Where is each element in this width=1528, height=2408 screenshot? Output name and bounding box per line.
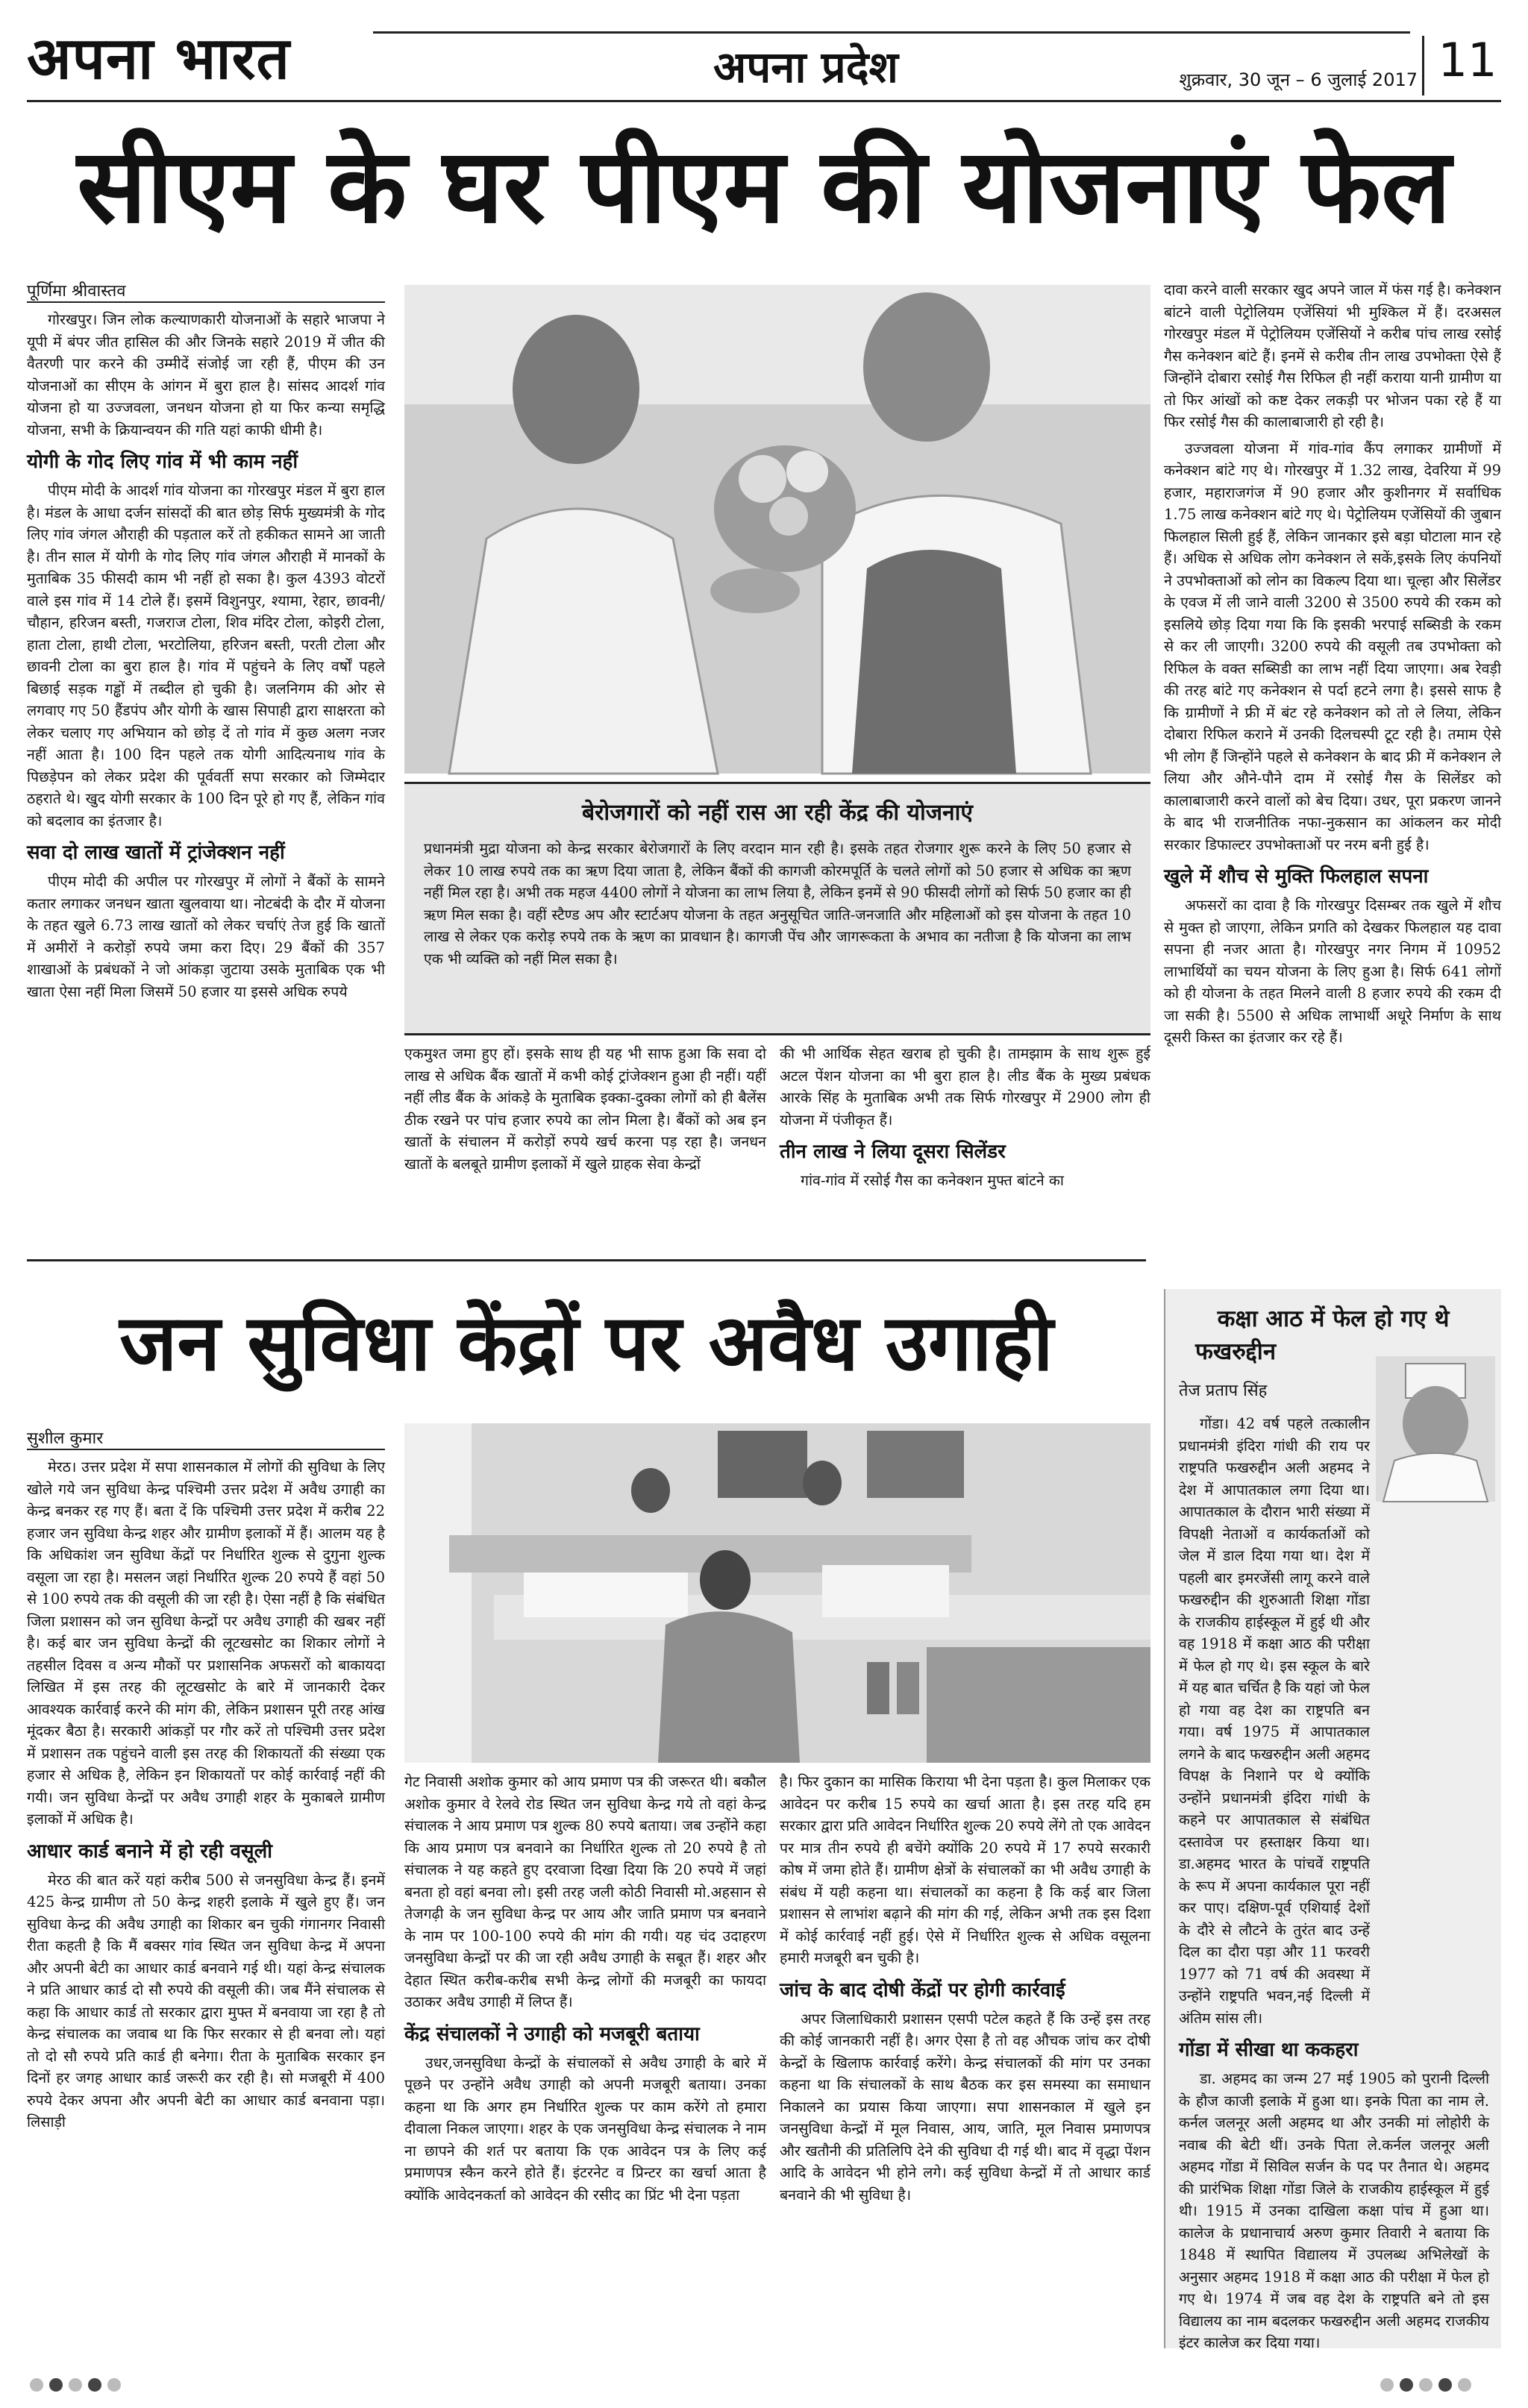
story2-column-1 [27,1456,385,2344]
story2-headline: जन सुविधा केंद्रों पर अवैध उगाही [119,1297,1053,1388]
sidebar-para-1: गोंडा। 42 वर्ष पहले तत्कालीन प्रधानमंत्री इंदिरा गांधी की राय पर राष्ट्रपति फखरुद्दीन अली अहमद ने देश में आपातकाल लगा दिया था। आपातकाल के दौरान भारी संख्या में विपक्षी नेताओं व कार्यकर्ताओं को जेल में डाल दिया गया था। देश में पहली बार इमरजेंसी लागू करने वाले फखरुद्दीन की शुरुआती शिक्षा गोंडा के राजकीय हाईस्कूल में हुई थी और वह 1918 में कक्षा आठ की परीक्षा में फेल हो गए थे। इस स्कूल के बारे में यह बात चर्चित है कि यहां जो फेल हो गया वह देश का राष्ट्रपति बन गया। वर्ष 1975 में आपातकाल लगने के बाद फखरुद्दीन अली अहमद विपक्ष के निशाने पर थे क्योंकि उन्होंने प्रधानमंत्री इंदिरा गांधी के कहने पर आपातकाल से संबंधित दस्तावेज पर हस्ताक्षर किया था। डा.अहमद भारत के पांचवें राष्ट्रपति के रूप में अपना कार्यकाल पूरा नहीं कर पाए। दक्षिण-पूर्व एशियाई देशों के दौरे से लौटने के तुरंत बाद उन्हें दिल का दौरा पड़ा और 11 फरवरी 1977 को 71 वर्ष की अवस्था में उन्होंने राष्ट्रपति भवन,नई दिल्ली में अंतिम सांस ली। [1179,1415,1371,2027]
photo-illustration [404,285,1150,774]
story2-col1b-para: मेरठ की बात करें यहां करीब 500 से जनसुविधा केन्द्र हैं। इनमें 425 केन्द्र ग्रामीण तो 50 केन्द्र शहरी इलाके में खुले हुए हैं। जन सुविधा केन्द्र की अवैध उगाही का शिकार बन चुकी गंगानगर निवासी रीता कहती है कि मैं बक्सर गांव स्थित जन सुविधा केन्द्र में अपना और अपनी बेटी का आधार कार्ड बनवाने गई थी। यहां केन्द्र संचालक ने प्रति आधार कार्ड दो सौ रुपये की वसूली की। जब मैंने संचालक से कहा कि आधार कार्ड तो सरकार द्वारा मुफ्त में बनवाया जा रहा है तो केन्द्र संचालक का जवाब था कि फिर सरकार से ही बनवा लो। यहां तो दो सौ रुपये प्रति कार्ड ही बनेगा। रीता के मुताबिक सरकार इन दिनों हर जगह आधार कार्ड जरूरी कर रही है। सो मजबूरी में 400 रुपये देकर अपना और अपनी बेटी का आधार कार्ड बनवाना पड़ा। लिसाड़ी [27,1871,385,2130]
masthead-logo: अपना भारत [27,25,290,93]
masthead-rule-bottom [27,100,1501,102]
story2-byline: सुशील कुमार [27,1429,104,1448]
sidebar-para-2: डा. अहमद का जन्म 27 मई 1905 को पुरानी दिल्ली के हौज काजी इलाके में हुआ था। इनके पिता का नाम ले. कर्नल जलनूर अली अहमद था और उनकी मां लोहोरी के नवाब की बेटी थीं। उनके पिता ले.कर्नल जलनूर अली अहमद गोंडा में सिविल सर्जन के पद पर तैनात थे। अहमद की प्रारंभिक शिक्षा गोंडा जिले के राजकीय हाईस्कूल में हुई थी। 1915 में उनका दाखिला कक्षा पांच में हुआ था। कालेज के प्रधानाचार्य अरुण कुमार तिवारी ने बताया कि 1848 में स्थापित विद्यालय में उपलब्ध अभिलेखों के अनुसार अहमद 1918 में कक्षा आठ की परीक्षा में फेल हो गए थे। 1974 में जब वह देश के राष्ट्रपति बने तो इस विद्यालय का नाम बदलकर फखरुद्दीन अली अहमद राजकीय इंटर कालेज कर दिया गया। [1179,2070,1489,2351]
footer-dots-right [1380,2378,1515,2396]
story2-col3-para: है। फिर दुकान का मासिक किराया भी देना पड़ता है। कुल मिलाकर एक आवेदन पर करीब 15 रुपये का खर्चा आता है। इस तरह यदि हम सरकार द्वारा प्रति आवेदन निर्धारित शुल्क 20 रुपये लेंगे तो एक आवेदन पर मात्र तीन रुपये ही बचेंगे क्योंकि 20 रुपये में 17 रुपये सरकारी कोष में जमा होते हैं। ग्रामीण क्षेत्रों के संचालकों का भी अवैध उगाही के संबंध में यही कहना था। संचालकों का कहना है कि कई बार जिला प्रशासन से लाभांश बढ़ाने की मांग की गई, लेकिन अभी तक इस दिशा में कोई कार्रवाई नहीं हुई। ऐसे में निर्धारित शुल्क से अधिक वसूलना हमारी मजबूरी बन चुकी है। [780,1773,1150,1966]
page-number-divider [1422,36,1424,95]
story2-subheading-2: केंद्र संचालकों ने उगाही को मजबूरी बताया [404,2022,700,2045]
sidebar-subheading: गोंडा में सीखा था ककहरा [1179,2039,1359,2061]
story1-subheading-4: खुले में शौच से मुक्ति फिलहाल सपना [1164,865,1429,888]
story2-subheading-1: आधार कार्ड बनाने में हो रही वसूली [27,1840,272,1863]
story2-subheading-3: जांच के बाद दोषी केंद्रों पर होगी कार्रवाई [780,1978,1065,2001]
story2-byline-rule [27,1449,385,1450]
story1-col1b-para: पीएम मोदी के आदर्श गांव योजना का गोरखपुर मंडल में बुरा हाल है। मंडल के आधा दर्जन सांसदों की बात छोड़ सिर्फ मुख्यमंत्री के गोद लिए गांव जंगल औराही की पड़ताल करें तो हकीकत सामने आ जाती है। तीन साल में योगी के गोद लिए गांव जंगल औराही में मानकों के मुताबिक 35 फीसदी काम भी नहीं हो सका है। कुल 4393 वोटरों वाले इस गांव में 14 टोले हैं। इसमें विशुनपुर, श्यामा, रेहार, छावनी/चौहान, हरिजन बस्ती, गजराज टोला, शिव मंदिर टोला, कोइरी टोला, हाता टोला, हाथी टोला, भरटोलिया, हरिजन बस्ती, परती टोला और छावनी टोला का बुरा हाल है। गांव में पहुंचने के लिए वर्षों पहले बिछाई सड़क गड्ढों में तब्दील हो चुकी है। जलनिगम की ओर से लगवाए गए 50 हैंडपंप और योगी के खास सिपाही द्वारा साक्षरता को लेकर चलाए गए अभियान को छोड़ दें तो गांव में कुछ अलग नजर नहीं आता है। 100 दिन पहले तक योगी आदित्यनाथ गांव के पिछड़ेपन को लेकर प्रदेश की पूर्ववर्ती सपा सरकार को जिम्मेदार ठहराते थे। खुद योगी सरकार के 100 दिन पूरे हो गए हैं, लेकिन गांव को बदलाव का इंतजार है। [27,482,385,830]
story1-col3b-para: गांव-गांव में रसोई गैस का कनेक्शन मुफ्त बांटने का [801,1172,1064,1189]
story-divider [27,1259,1146,1261]
section-title: अपना प्रदेश [713,42,898,93]
story1-column-4 [1164,279,1501,1249]
footer-dots-left [30,2378,209,2396]
story2-col3b-para: अपर जिलाधिकारी प्रशासन एसपी पटेल कहते हैं कि उन्हें इस तरह की कोई जानकारी नहीं है। अगर ऐसा है तो वह औचक जांच कर दोषी केन्द्रों के खिलाफ कार्रवाई करेंगे। केन्द्र संचालकों की मांग पर उनका कहना था कि संचालकों के साथ बैठक कर इस समस्या का समाधान निकालने का प्रयास किया जाएगा। सपा शासनकाल में खुले इन जनसुविधा केन्द्रों में मूल निवास, आय, जाति, मूल निवास प्रमाणपत्र और खतौनी की प्रतिलिपि देने की सुविधा दी गई थी। बाद में वृद्धा पेंशन आदि के आवेदन भी होने लगे। कई सुविधा केन्द्रों में तो आधार कार्ड बनवाने की भी सुविधा है। [780,2010,1150,2204]
fakhruddin-sidebar [1164,1289,1501,2351]
story1-column-2 [404,1043,766,1249]
story2-col1-para: मेरठ। उत्तर प्रदेश में सपा शासनकाल में लोगों की सुविधा के लिए खोले गये जन सुविधा केन्द्र पश्चिमी उत्तर प्रदेश में अवैध उगाही का केन्द्र बनकर रह गए हैं। बता दें कि पश्चिमी उत्तर प्रदेश में करीब 22 हजार जन सुविधा केन्द्र शहर और ग्रामीण इलाकों में हैं। आलम यह है कि अधिकांश जन सुविधा केंद्रों पर निर्धारित शुल्क से दुगुना शुल्क वसूला जा रहा है। मसलन जहां निर्धारित शुल्क 20 रुपये हैं वहां 50 से 100 रुपये तक की वसूली की जा रही है। ऐसा नहीं है कि संबंधित जिला प्रशासन को जन सुविधा केन्द्रों पर अवैध उगाही की खबर नहीं है। कई बार जन सुविधा केन्द्रों की लूटखसोट का शिकार लोगों ने तहसील दिवस व अन्य मौकों पर प्रशासनिक अफसरों को बाकायदा लिखित में इस तरह की लूटखसोट के बारे में जानकारी देकर आवश्यक कार्रवाई करने की मांग की, लेकिन प्रशासन पूरी तरह आंख मूंदकर बैठा है। सरकारी आंकड़ों पर गौर करें तो पश्चिमी उत्तर प्रदेश में प्रशासन तक पहुंचने वाली इस तरह की शिकायतों की संख्या एक हजार से अधिक है, लेकिन इन शिकायतों पर कोई कार्रवाई नहीं की गयी। जन सुविधा केन्द्रों पर अवैध उगाही शहर के मुकाबले ग्रामीण इलाकों में अधिक है। [27,1458,385,1828]
story1-col1c-para: पीएम मोदी की अपील पर गोरखपुर में लोगों ने बैंकों के सामने कतार लगाकर जनधन खाता खुलवाया था। नोटबंदी के दौर में योजना के तहत खुले 6.73 लाख खातों को लेकर चर्चाएं तेज हुई कि खातों में अमीरों ने करोड़ों रुपये जमा करा दिए। 29 बैंकों की 357 शाखाओं के प्रबंधकों ने जो आंकड़ा जुटाया उसके मुताबिक एक भी खाता ऐसा नहीं मिला जिसमें 50 हजार या इससे अधिक रुपये [27,873,385,1000]
story1-col1-para: गोरखपुर। जिन लोक कल्याणकारी योजनाओं के सहारे भाजपा ने यूपी में बंपर जीत हासिल की और जिनके सहारे 2019 में जीत की वैतरणी पार करने की उम्मीदें संजोई जा रही हैं, पीएम की उन योजनाओं का सीएम के आंगन में बुरा हाल है। सांसद आदर्श गांव योजना हो या उज्जवला, जनधन योजना हो या फिर कन्या समृद्धि योजना, सभी के क्रियान्वयन की गति यहां काफी धीमी है। [27,311,385,439]
cm-pm-handshake-photo [404,285,1150,774]
story1-headline: सीएम के घर पीएम की योजनाएं फेल [77,126,1451,246]
story1-col3-para: की भी आर्थिक सेहत खराब हो चुकी है। तामझाम के साथ शुरू हुई अटल पेंशन योजना का भी बुरा हाल है। लीड बैंक के मुख्य प्रबंधक आरके सिंह के मुताबिक अभी तक सिर्फ गोरखपुर में 2900 लोग ही योजना में पंजीकृत हैं। [780,1045,1150,1129]
story1-subheading-2: सवा दो लाख खातों में ट्रांजेक्शन नहीं [27,841,285,864]
story1-subheading-3: तीन लाख ने लिया दूसरा सिलेंडर [780,1141,1006,1163]
story1-col4b-para: अफसरों का दावा है कि गोरखपुर दिसम्बर तक खुले में शौच से मुक्त हो जाएगा, लेकिन प्रगति को देखकर फिलहाल यह दावा सपना ही नजर आता है। गोरखपुर नगर निगम में 10952 लाभार्थियों का चयन योजना के लिए हुआ है। सिर्फ 641 लोगों को ही योजना के तहत मिलने वाली 8 हजार रुपये की रकम दी जा सकी है। 5500 से अधिक लाभार्थी अधूरे निर्माण के साथ दूसरी किस्त का इंतजार कर रहे हैं। [1164,897,1501,1046]
box-text: प्रधानमंत्री मुद्रा योजना को केन्द्र सरकार बेरोजगारों के लिए वरदान मान रही है। इसके तहत रोजगार शुरू करने के लिए 50 हजार से लेकर 10 लाख रुपये तक का ऋण दिया जाता है, लेकिन बैंकों की कागजी कोरमपूर्ति के चलते लोगों को 50 हजार से अधिक का ऋण नहीं मिल रहा है। अभी तक महज 4400 लोगों ने योजना का लाभ लिया है, लेकिन इनमें से 90 फीसदी लोगों को सिर्फ 50 हजार का ही ऋण मिल सका है। वहीं स्टैण्ड अप और स्टार्टअप योजना के तहत अनुसूचित जाति-जनजाति और महिलाओं को इस योजना के तहत 10 लाख से लेकर एक करोड़ रुपये तक के ऋण का प्रावधान है। कागजी पेंच और जागरूकता के अभाव का नतीजा है कि योजना का लाभ एक भी व्यक्ति को नहीं मिल सका है। [424,840,1131,968]
masthead-rule-top [373,31,1410,34]
story2-col2-para: गेट निवासी अशोक कुमार को आय प्रमाण पत्र की जरूरत थी। बकौल अशोक कुमार वे रेलवे रोड स्थित जन सुविधा केन्द्र गये तो वहां केन्द्र संचालक ने आय प्रमाण पत्र शुल्क 80 रुपये बताया। जब उन्होंने कहा कि आय प्रमाण पत्र बनवाने का निर्धारित शुल्क तो 20 रुपये है तो संचालक ने यह कहते हुए दरवाजा दिखा दिया कि 20 रुपये में जहां बनता हो वहां बनवा लो। इसी तरह जली कोठी निवासी मो.अहसान से तेजगढ़ी के जन सुविधा केन्द्र पर आय और जाति प्रमाण पत्र बनवाने के नाम पर 100-100 रुपये की मांग की गयी। यह चंद उदाहरण जनसुविधा केन्द्रों पर की जा रही अवैध उगाही के सबूत हैं। शहर और देहात स्थित करीब-करीब सभी केन्द्र लोगों की मजबूरी का फायदा उठाकर अवैध उगाही में लिप्त हैं। [404,1773,766,2010]
story2-column-3 [780,1771,1150,2344]
sidebar-column [1179,1413,1489,2351]
story1-col2-para: एकमुश्त जमा हुए हों। इसके साथ ही यह भी साफ हुआ कि सवा दो लाख से अधिक बैंक खातों में कभी कोई ट्रांजेक्शन हुआ ही नहीं। यहीं नहीं लीड बैंक के आंकड़े के मुताबिक इक्का-दुक्का लोगों को ही बैलेंस ठीक रखने पर पांच हजार रुपये का लोन मिला है। बैंकों को अब इन खातों के संचालन में करोड़ों रुपये खर्च करना पड़ रहा है। जनधन खातों के बलबूते ग्रामीण इलाकों में खुले ग्राहक सेवा केन्द्रों [404,1045,767,1173]
story1-col4-para-2: उज्जवला योजना में गांव-गांव कैंप लगाकर ग्रामीणों में कनेक्शन बांटे गए थे। गोरखपुर में 1.32 लाख, देवरिया में 99 हजार, महाराजगंज में 90 हजार और कुशीनगर में सर्वाधिक 1.75 लाख कनेक्शन बांटे गए थे। पेट्रोलियम एजेंसियों की जुबान फिलहाल सिली हुई हैं, लेकिन जानकार इसे बड़ा घोटाला मान रहे हैं। अधिक से अधिक लोग कनेक्शन ले सकें,इसके लिए कंपनियों ने उपभोक्ताओं को लोन का विकल्प दिया था। चूल्हा और सिलेंडर के एवज में ली जाने वाली 3200 से 3500 रुपये की रकम को इसलिये छोड़ दिया गया कि कि इसकी भरपाई सब्सिडी के रकम से कर ली जाएगी। 3200 रुपये की वसूली तब उपभोक्ता को रिफिल के वक्त सब्सिडी का लाभ नहीं दिया जाएगा। अब रेवड़ी की तरह बांटे गए कनेक्शन से पर्दा हटने लगा है। इससे साफ है कि ग्रामीणों ने फ्री में बंट रहे कनेक्शन को तो ले लिया, लेकिन दोबारा रिफिल कराने में उनकी दिलचस्पी टूट रही है। तमाम ऐसे भी लोग हैं जिन्होंने पहले से कनेक्शन के बाद फ्री में कनेक्शन ले लिया और औने-पौने दाम में रसोई गैस के सिलेंडर को कालाबाजारी करने वालों को बेच दिया। उधर, पूरा प्रकरण जानने के बाद भी राजनीतिक नफा-नुकसान का आंकलन कर मोदी सरकार डिफाल्टर उपभोक्ताओं पर नरम बनी हुई है। [1164,439,1501,853]
story2-col2b-para: उधर,जनसुविधा केन्द्रों के संचालकों से अवैध उगाही के बारे में पूछने पर उन्होंने अवैध उगाही को अपनी मजबूरी बताया। उनका कहना था कि अगर हम निर्धारित शुल्क पर काम करेंगे तो हमारा दीवाला निकल जाएगा। शहर के एक जनसुविधा केन्द्र संचालक ने नाम ना छापने की शर्त पर बताया कि एक आवेदन पत्र के लिए कई प्रमाणपत्र स्कैन करने होते हैं। इंटरनेट व प्रिन्टर का खर्चा आता है क्योंकि आवेदनकर्ता को आवेदन की रसीद का प्रिंट भी देना पड़ता [404,2054,766,2204]
page-number: 11 [1438,33,1497,87]
box-title: बेरोजगारों को नहीं रास आ रही केंद्र की योजनाएं [581,800,973,826]
date-line: शुक्रवार, 30 जून – 6 जुलाई 2017 [1179,69,1418,90]
sidebar-byline: तेज प्रताप सिंह [1179,1382,1268,1400]
story2-column-2 [404,1771,766,2344]
story1-column-1 [27,309,385,1249]
story1-byline-rule [27,301,385,303]
fakhruddin-portrait [1376,1356,1495,1502]
photo-illustration-2 [404,1423,1150,1763]
unemployment-box [404,782,1150,1035]
sidebar-title-line-1: कक्षा आठ में फेल हो गए थे [1217,1305,1450,1332]
jan-suvidha-kendra-photo [404,1423,1150,1763]
story1-subheading-1: योगी के गोद लिए गांव में भी काम नहीं [27,451,298,473]
story1-byline: पूर्णिमा श्रीवास्तव [27,282,126,301]
story1-col4-para-1: दावा करने वाली सरकार खुद अपने जाल में फंस गई है। कनेक्शन बांटने वाली पेट्रोलियम एजेंसियां भी मुश्किल में हैं। दरअसल गोरखपुर मंडल में पेट्रोलियम एजेंसियों ने करीब पांच लाख रसोई गैस कनेक्शन बांटे हैं। इनमें से करीब तीन लाख उपभोक्ता ऐसे हैं जिन्होंने दोबारा रसोई गैस रिफिल ही नहीं कराया यानी ग्रामीण या तो फिर आंखों को कष्ट देकर लकड़ी पर भोजन पका रहे हैं या फिर रसोई गैस की कालाबाजारी हो रही है। [1164,281,1501,430]
story1-column-3 [780,1043,1150,1249]
sidebar-title-line-2: फखरुद्दीन [1195,1338,1277,1365]
portrait-illustration [1376,1356,1495,1502]
